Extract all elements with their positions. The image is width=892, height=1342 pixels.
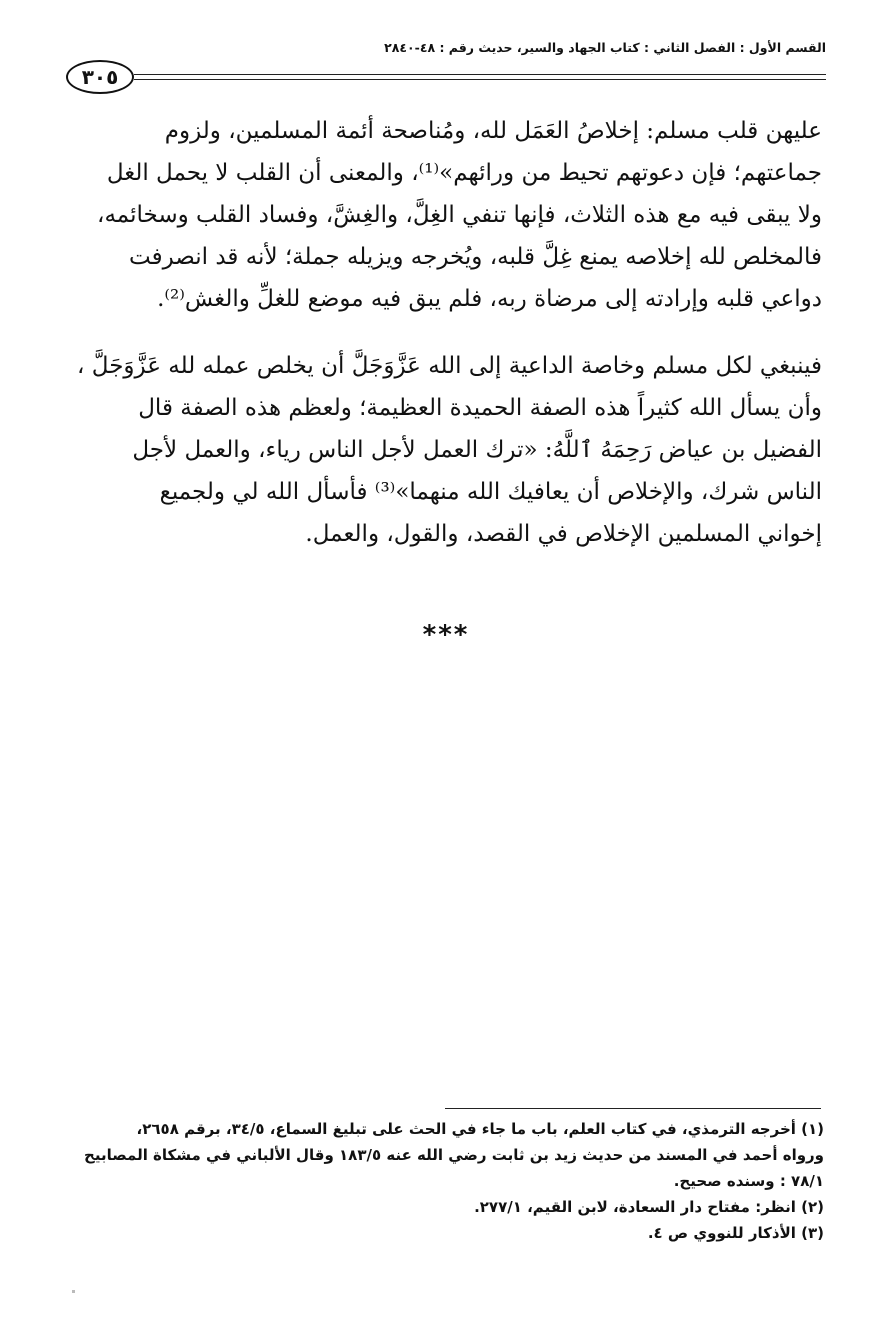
page-number: ٣٠٥ — [66, 60, 134, 94]
section-separator: *** — [422, 620, 470, 650]
scan-speck — [72, 1290, 75, 1293]
paragraph-line: ولا يبقى فيه مع هذه الثلاث، فإنها تنفي الغِلَّ، والغِشَّ، وفساد القلب وسخائمه، — [97, 202, 822, 228]
paragraph-line: وأن يسأل الله كثيراً هذه الصفة الحميدة العظيمة؛ ولعظم هذه الصفة قال — [138, 395, 822, 421]
paragraph-line: فالمخلص لله إخلاصه يمنع غِلَّ قلبه، ويُخرجه ويزيله جملة؛ لأنه قد انصرفت — [129, 244, 822, 270]
footnote-1-continuation: ٧٨/١ : وسنده صحيح. — [673, 1172, 824, 1190]
running-head: القسم الأول : الفصل الثاني : كتاب الجهاد والسير، حديث رقم : ٤٨-٢٨٤٠ — [384, 40, 826, 55]
footnote-2: (٢) انظر: مفتاح دار السعادة، لابن القيم، ٢٧٧/١. — [474, 1198, 824, 1216]
paragraph-line: عليهن قلب مسلم: إخلاصُ العَمَل لله، ومُناصحة أئمة المسلمين، ولزوم — [164, 118, 822, 144]
paragraph-line: فينبغي لكل مسلم وخاصة الداعية إلى الله عَزَّوَجَلَّ أن يخلص عمله لله عَزَّوَجَلَّ ، — [77, 353, 822, 379]
paragraph-2 — [76, 345, 822, 555]
footnote-3: (٣) الأذكار للنووي ص ٤. — [647, 1224, 824, 1242]
paragraph-line: الناس شرك، والإخلاص أن يعافيك الله منهما»⁽³⁾ فأسأل الله لي ولجميع — [159, 479, 822, 505]
footnote-1: (١) أخرجه الترمذي، في كتاب العلم، باب ما جاء في الحث على تبليغ السماع، ٣٤/٥، برقم ٢٦٥٨، — [136, 1120, 824, 1138]
header-rule-lower — [134, 79, 826, 80]
paragraph-1 — [76, 110, 822, 320]
paragraph-line: الفضيل بن عياض رَحِمَهُ ٱللَّهُ: «ترك العمل لأجل الناس رياء، والعمل لأجل — [132, 437, 822, 463]
footnote-rule — [445, 1108, 821, 1109]
header-rule-upper — [134, 74, 826, 75]
paragraph-line: دواعي قلبه وإرادته إلى مرضاة ربه، فلم يبق فيه موضع للغلِّ والغش⁽²⁾. — [157, 286, 822, 312]
paragraph-line: جماعتهم؛ فإن دعوتهم تحيط من ورائهم»⁽¹⁾، والمعنى أن القلب لا يحمل الغل — [106, 160, 822, 186]
footnote-1-continuation: ورواه أحمد في المسند من حديث زيد بن ثابت رضي الله عنه ١٨٣/٥ وقال الألباني في مشكاة المصابيح — [84, 1146, 824, 1164]
footnotes — [76, 1116, 824, 1246]
paragraph-line: إخواني المسلمين الإخلاص في القصد، والقول، والعمل. — [305, 521, 822, 547]
